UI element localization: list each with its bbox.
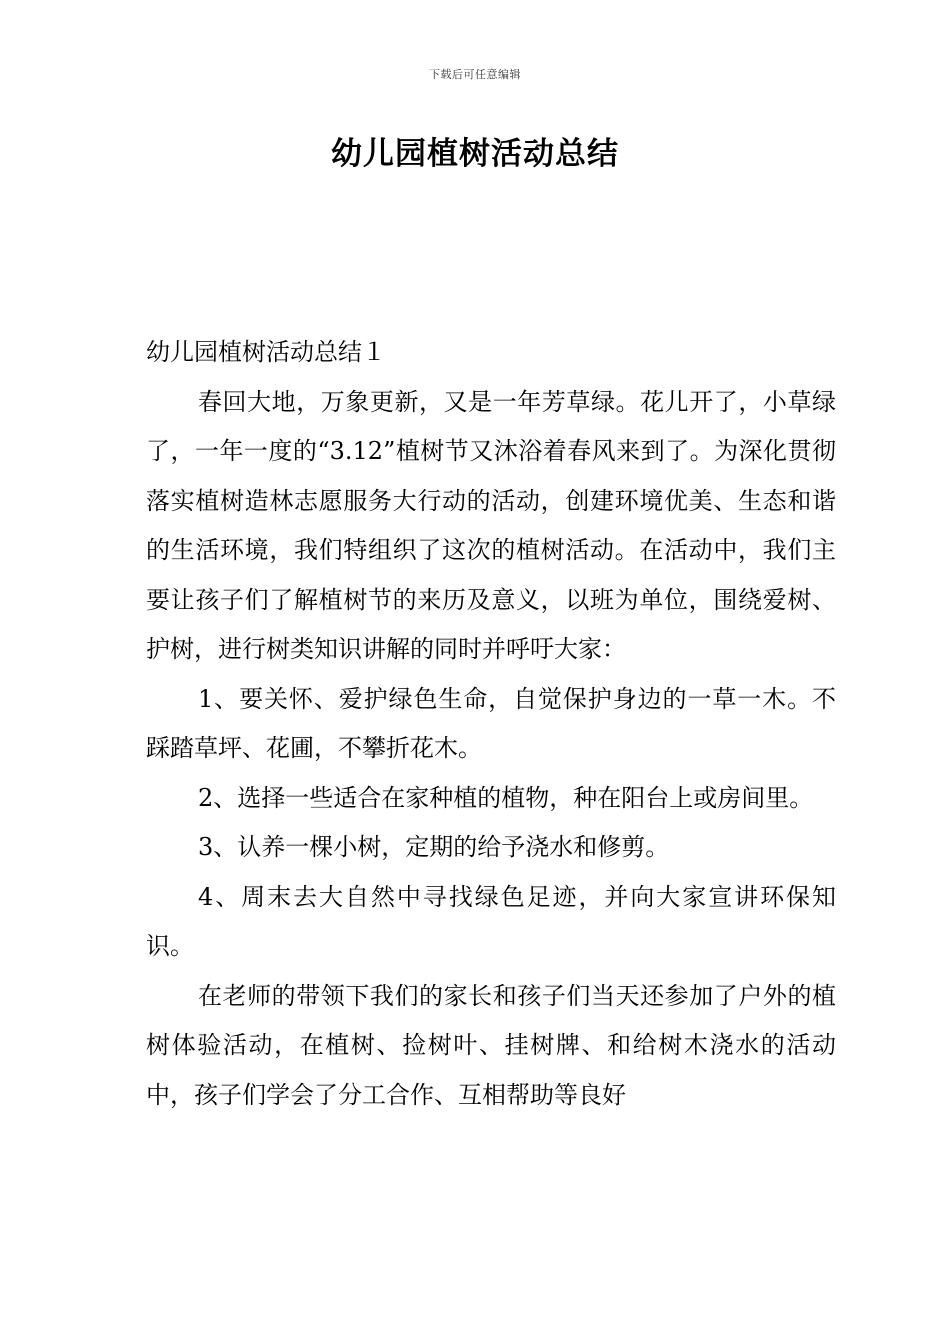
document-title: 幼儿园植树活动总结 xyxy=(331,136,619,172)
paragraph-intro: 春回大地，万象更新，又是一年芳草绿。花儿开了，小草绿了，一年一度的“3.12”植树节又沐浴着春风来到了。为深化贯彻落实植树造林志愿服务大行动的活动，创建环境优美、生态和谐的生活环境，我们特组织了这次的植树活动。在活动中，我们主要让孩子们了解植树节的来历及意义，以班为单位，围绕爱树、护树，进行树类知识讲解的同时并呼吁大家： xyxy=(146,387,836,663)
paragraph-item-4: 4、周末去大自然中寻找绿色足迹，并向大家宣讲环保知识。 xyxy=(146,882,836,960)
paragraph-item-3: 3、认养一棵小树，定期的给予浇水和修剪。 xyxy=(198,833,670,861)
paragraph-item-1: 1、要关怀、爱护绿色生命，自觉保护身边的一草一木。不踩踏草坪、花圃，不攀折花木。 xyxy=(146,684,836,762)
paragraph-item-2: 2、选择一些适合在家种植的植物，种在阳台上或房间里。 xyxy=(198,783,814,812)
section-heading: 幼儿园植树活动总结１ xyxy=(146,338,386,366)
header-note: 下载后可任意编辑 xyxy=(429,68,521,81)
document-body xyxy=(146,328,836,1120)
paragraph-activity: 在老师的带领下我们的家长和孩子们当天还参加了户外的植树体验活动，在植树、捡树叶、挂树牌、和给树木浇水的活动中，孩子们学会了分工合作、互相帮助等良好 xyxy=(146,981,836,1109)
